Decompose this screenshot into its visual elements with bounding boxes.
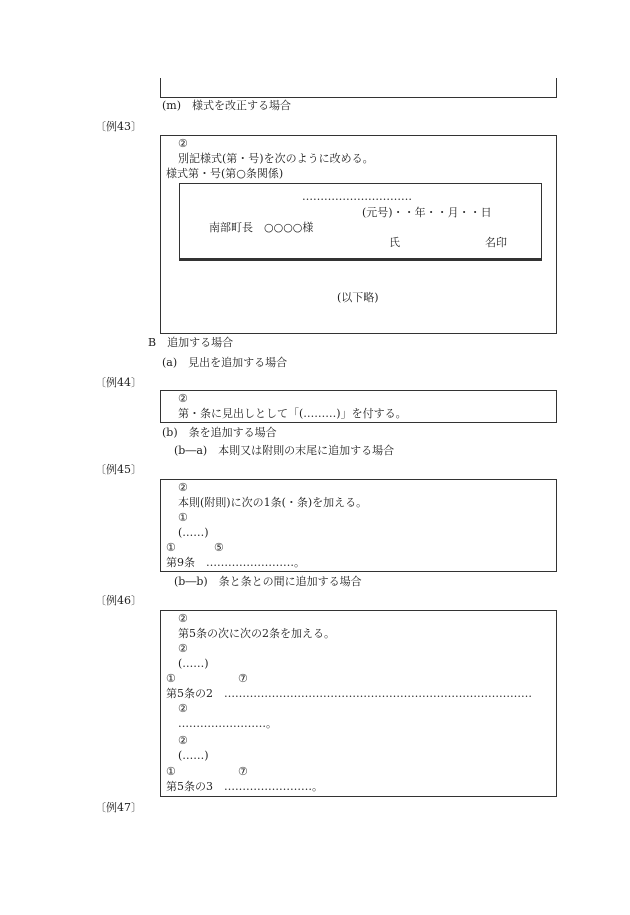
omitted-note: (以下略) bbox=[337, 291, 379, 304]
form-dots: ………………………… bbox=[302, 190, 412, 203]
form-name-label: 氏 bbox=[389, 236, 400, 249]
example-43-label: 〔例43〕 bbox=[95, 120, 142, 133]
section-b-heading: B 追加する場合 bbox=[148, 336, 234, 349]
case-bb-heading: (b―b) 条と条との間に追加する場合 bbox=[174, 575, 362, 588]
example-43-number: ② bbox=[178, 137, 188, 150]
example-46-mid-number2: ⑦ bbox=[238, 765, 248, 778]
example-46-number3: ② bbox=[178, 702, 188, 715]
example-45-number: ② bbox=[178, 481, 188, 494]
example-45-article: 第9条 ……………………。 bbox=[166, 556, 305, 569]
example-45-label: 〔例45〕 bbox=[95, 463, 142, 476]
example-43-line1: 別記様式(第・号)を次のように改める。 bbox=[178, 152, 374, 165]
form-seal-label: 名印 bbox=[485, 236, 507, 249]
example-46-paren1: (……) bbox=[178, 657, 209, 670]
form-addressee: 南部町長 ○○○○様 bbox=[209, 221, 314, 234]
example-46-paren2: (……) bbox=[178, 749, 209, 762]
example-46-number: ② bbox=[178, 612, 188, 625]
example-45-number2: ① bbox=[178, 511, 188, 524]
example-45-mid-number: ⑤ bbox=[214, 541, 224, 554]
example-45-paren: (……) bbox=[178, 526, 209, 539]
example-47-label: 〔例47〕 bbox=[95, 801, 142, 814]
example-46-line1: 第5条の次に次の2条を加える。 bbox=[178, 627, 335, 640]
case-m-heading: (m) 様式を改正する場合 bbox=[162, 99, 292, 112]
example-46-article2: 第5条の3 ……………………。 bbox=[166, 780, 323, 793]
case-a-heading: (a) 見出を追加する場合 bbox=[162, 356, 288, 369]
case-b-heading: (b) 条を追加する場合 bbox=[162, 426, 277, 439]
example-46-mid-number1: ⑦ bbox=[238, 672, 248, 685]
example-46-number2: ② bbox=[178, 642, 188, 655]
example-45-left-number: ① bbox=[166, 541, 176, 554]
case-ba-heading: (b―a) 本則又は附則の末尾に追加する場合 bbox=[174, 444, 395, 457]
example-43-line2: 様式第・号(第○条関係) bbox=[166, 167, 284, 180]
example-44-number: ② bbox=[178, 392, 188, 405]
example-46-label: 〔例46〕 bbox=[95, 594, 142, 607]
example-46-left-number2: ① bbox=[166, 765, 176, 778]
example-44-label: 〔例44〕 bbox=[95, 376, 142, 389]
example-44-line1: 第・条に見出しとして「(………)」を付する。 bbox=[178, 407, 407, 420]
example-45-line1: 本則(附則)に次の1条(・条)を加える。 bbox=[178, 496, 368, 509]
example-46-article1: 第5条の2 ………………………………………………………………………… bbox=[166, 687, 532, 700]
form-bottom-rule bbox=[179, 258, 542, 261]
example-46-number4: ② bbox=[178, 734, 188, 747]
example-46-left-number1: ① bbox=[166, 672, 176, 685]
example-46-dots1: ……………………。 bbox=[178, 717, 277, 730]
previous-example-box bbox=[160, 78, 557, 98]
form-date: (元号)・・年・・月・・日 bbox=[362, 206, 492, 219]
